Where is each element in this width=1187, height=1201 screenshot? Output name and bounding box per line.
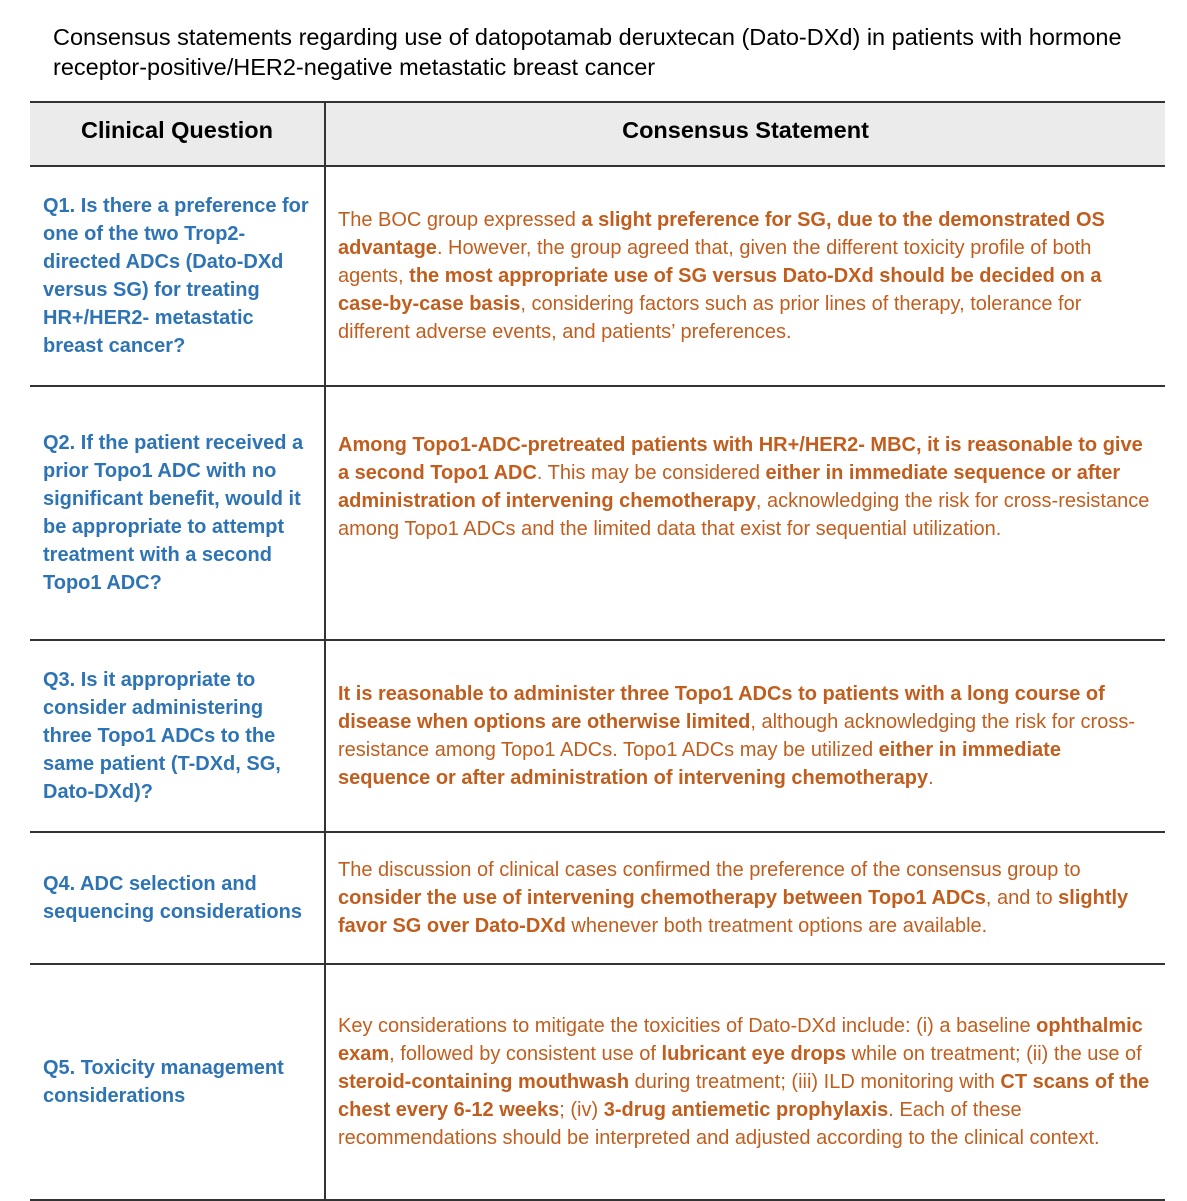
- statement-emphasis: consider the use of intervening chemotherapy between Topo1 ADCs: [338, 887, 986, 909]
- statement-text: [326, 680, 1165, 792]
- table-header-row: [30, 102, 1165, 166]
- statement-segment: , considering factors such as prior lines of therapy, tolerance for different adverse events, and patients’ preferences.: [338, 293, 1082, 343]
- statement-segment: The BOC group expressed: [338, 209, 582, 231]
- statement-cell: [325, 964, 1165, 1200]
- statement-emphasis: 3-drug antiemetic prophylaxis: [603, 1099, 889, 1121]
- statement-segment: , and to: [985, 887, 1059, 909]
- statement-segment: whenever both treatment options are available.: [565, 915, 988, 937]
- statement-emphasis: lubricant eye drops: [661, 1043, 847, 1065]
- table-title: Consensus statements regarding use of datopotamab deruxtecan (Dato-DXd) in patients with hormone receptor-positive/HER2-negative metastatic breast cancer: [53, 24, 1122, 80]
- statement-cell: [325, 386, 1165, 640]
- header-consensus-statement: Consensus Statement: [325, 102, 1165, 166]
- statement-emphasis: steroid-containing mouthwash: [338, 1071, 630, 1093]
- question-text: Q5. Toxicity management considerations: [43, 1057, 284, 1107]
- statement-emphasis: Among Topo1-ADC-pretreated patients with HR+/HER2- MBC, it is reasonable to give a second Topo1 ADC: [338, 434, 1143, 484]
- table-row: [30, 640, 1165, 832]
- statement-emphasis: a slight preference for SG, due to the demonstrated OS advantage: [338, 209, 1105, 259]
- statement-segment: . This may be considered: [536, 462, 766, 484]
- statement-segment: , followed by consistent use of: [389, 1043, 662, 1065]
- question-text: Q2. If the patient received a prior Topo1 ADC with no significant benefit, would it be appropriate to attempt treatment with a second Topo1 ADC?: [43, 432, 304, 594]
- question-text: Q3. Is it appropriate to consider administering three Topo1 ADCs to the same patient (T-DXd, SG, Dato-DXd)?: [43, 669, 281, 803]
- statement-segment: . Each of these recommendations should be interpreted and adjusted according to the clinical context.: [338, 1099, 1100, 1149]
- table-row: [30, 832, 1165, 964]
- question-cell: [30, 166, 325, 386]
- statement-emphasis: either in immediate sequence or after administration of intervening chemotherapy: [338, 739, 1061, 789]
- statement-emphasis: It is reasonable to administer three Topo1 ADCs to patients with a long course of disease when options are otherwise limited: [338, 683, 1105, 733]
- question-text: Q4. ADC selection and sequencing considerations: [43, 873, 302, 923]
- statement-segment: during treatment; (iii) ILD monitoring with: [629, 1071, 1001, 1093]
- consensus-table: [30, 101, 1165, 1201]
- statement-segment: while on treatment; (ii) the use of: [846, 1043, 1142, 1065]
- question-text: Q1. Is there a preference for one of the two Trop2-directed ADCs (Dato-DXd versus SG) for treating HR+/HER2- metastatic breast cancer?: [43, 195, 309, 357]
- statement-emphasis: slightly favor SG over Dato-DXd: [338, 887, 1129, 937]
- statement-cell: [325, 640, 1165, 832]
- table-row: [30, 166, 1165, 386]
- statement-segment: , acknowledging the risk for cross-resistance among Topo1 ADCs and the limited data that exist for sequential utilization.: [338, 490, 1150, 540]
- statement-text: [326, 387, 1165, 543]
- question-cell: [30, 964, 325, 1200]
- table-row: [30, 964, 1165, 1200]
- statement-segment: , although acknowledging the risk for cross-resistance among Topo1 ADCs. Topo1 ADCs may be utilized: [338, 711, 1135, 761]
- question-cell: [30, 640, 325, 832]
- statement-segment: . However, the group agreed that, given the different toxicity profile of both agents,: [338, 237, 1092, 287]
- statement-text: [326, 1012, 1165, 1152]
- question-cell: [30, 832, 325, 964]
- statement-cell: [325, 166, 1165, 386]
- header-clinical-question: Clinical Question: [30, 102, 325, 166]
- statement-cell: [325, 832, 1165, 964]
- statement-segment: ; (iv): [559, 1099, 604, 1121]
- statement-emphasis: CT scans of the chest every 6-12 weeks: [338, 1071, 1150, 1121]
- statement-segment: The discussion of clinical cases confirmed the preference of the consensus group to: [338, 859, 1081, 881]
- statement-emphasis: either in immediate sequence or after administration of intervening chemotherapy: [338, 462, 1121, 512]
- statement-text: [326, 856, 1165, 940]
- statement-text: [326, 206, 1165, 346]
- table-row: [30, 386, 1165, 640]
- statement-segment: .: [928, 767, 934, 789]
- statement-emphasis: ophthalmic exam: [338, 1015, 1143, 1065]
- question-cell: [30, 386, 325, 640]
- statement-emphasis: the most appropriate use of SG versus Dato-DXd should be decided on a case-by-case basis: [338, 265, 1102, 315]
- statement-segment: Key considerations to mitigate the toxicities of Dato-DXd include: (i) a baseline: [338, 1015, 1037, 1037]
